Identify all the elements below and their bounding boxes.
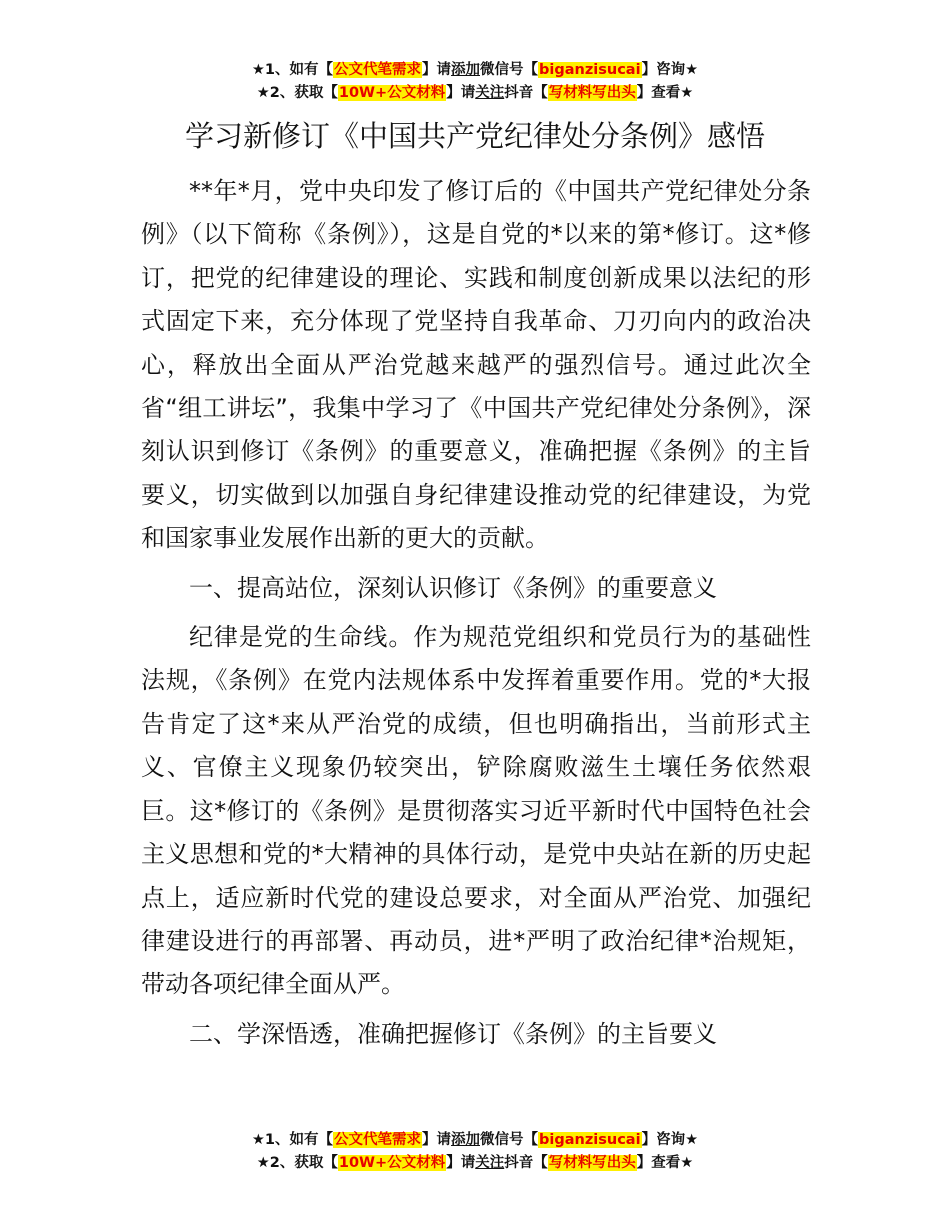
promo-text: 微信号【 [480,1132,539,1148]
promo-line-1 [0,59,950,82]
promo-highlight: 10W+公文材料 [338,85,446,101]
promo-highlight: 公文代笔需求 [334,62,422,78]
document-body [141,170,811,1061]
promo-text: 】请 [422,1132,452,1148]
promo-banner-top [0,59,950,105]
promo-line-1 [0,1129,950,1152]
promo-text: ★1、如有【 [251,62,334,78]
promo-text: ★2、获取【 [256,85,338,101]
promo-line-2 [0,82,950,105]
promo-emphasis: 添加 [451,62,481,78]
promo-text: 】咨询★ [641,62,699,78]
document-title: 学习新修订《中国共产党纪律处分条例》感悟 [184,119,765,153]
promo-emphasis: 关注 [475,1155,505,1171]
body-paragraph: 纪律是党的生命线。作为规范党组织和党员行为的基础性法规，《条例》在党内法规体系中发挥着重要作用。党的*大报告肯定了这*来从严治党的成绩，但也明确指出，当前形式主义、官僚主义现象仍较突出，铲除腐败滋生土壤任务依然艰巨。这*修订的《条例》是贯彻落实习近平新时代中国特色社会主义思想和党的*大精神的具体行动，是党中央站在新的历史起点上，适应新时代党的建设总要求，对全面从严治党、加强纪律建设进行的再部署、再动员，进*严明了政治纪律*治规矩，带动各项纪律全面从严。 [141,623,811,999]
promo-emphasis: 关注 [475,85,505,101]
promo-emphasis: 添加 [451,1132,481,1148]
promo-text: 】查看★ [636,1155,694,1171]
body-paragraph: **年*月，党中央印发了修订后的《中国共产党纪律处分条例》（以下简称《条例》），这是自党的*以来的第*修订。这*修订，把党的纪律建设的理论、实践和制度创新成果以法纪的形式固定下来，充分体现了党坚持自我革命、刀刃向内的政治决心，释放出全面从严治党越来越严的强烈信号。通过此次全省“组工讲坛”，我集中学习了《中国共产党纪律处分条例》，深刻认识到修订《条例》的重要意义，准确把握《条例》的主旨要义，切实做到以加强自身纪律建设推动党的纪律建设，为党和国家事业发展作出新的更大的贡献。 [141,177,811,553]
promo-text: 】咨询★ [641,1132,699,1148]
promo-line-2 [0,1152,950,1175]
section-heading: 二、学深悟透，准确把握修订《条例》的主旨要义 [189,1019,717,1048]
promo-highlight: 10W+公文材料 [338,1155,446,1171]
promo-highlight: biganzisucai [539,1132,641,1148]
promo-highlight: 公文代笔需求 [334,1132,422,1148]
promo-text: 抖音【 [504,1155,548,1171]
promo-highlight: 写材料写出头 [548,1155,636,1171]
promo-highlight: biganzisucai [539,62,641,78]
promo-text: ★1、如有【 [251,1132,334,1148]
promo-text: ★2、获取【 [256,1155,338,1171]
promo-highlight: 写材料写出头 [548,85,636,101]
promo-text: 】请 [422,62,452,78]
section-heading: 一、提高站位，深刻认识修订《条例》的重要意义 [189,573,717,602]
promo-text: 微信号【 [480,62,539,78]
promo-text: 】查看★ [636,85,694,101]
promo-text: 】请 [446,1155,476,1171]
promo-text: 抖音【 [504,85,548,101]
promo-banner-bottom [0,1129,950,1175]
promo-text: 】请 [446,85,476,101]
